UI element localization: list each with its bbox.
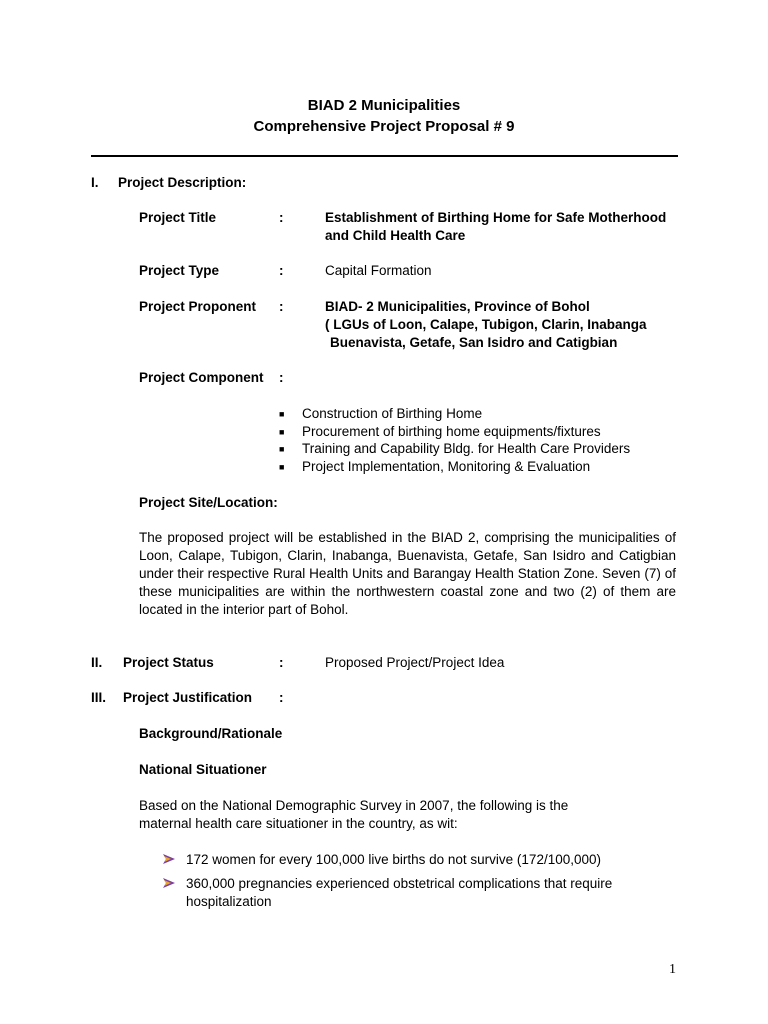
section2-colon: : (279, 655, 284, 670)
project-type-value: Capital Formation (325, 263, 432, 278)
doc-title-line1: BIAD 2 Municipalities (307, 97, 461, 114)
section2-heading: Project Status (123, 655, 214, 670)
component-item: Training and Capability Bldg. for Health Care Providers (302, 441, 631, 456)
component-item: Project Implementation, Monitoring & Evaluation (302, 459, 591, 474)
section2-value: Proposed Project/Project Idea (325, 655, 505, 670)
section3-colon: : (279, 690, 284, 705)
section1-numeral: I. (91, 175, 99, 190)
project-site-label: Project Site/Location: (139, 495, 278, 510)
section2-numeral: II. (91, 655, 103, 670)
section1-heading: Project Description: (118, 175, 247, 190)
section3-heading: Project Justification (123, 690, 253, 705)
square-bullet-icon: ■ (279, 444, 285, 454)
project-title-label: Project Title (139, 210, 217, 225)
project-title-colon: : (279, 210, 284, 225)
square-bullet-icon: ■ (279, 427, 285, 437)
title-divider (91, 155, 678, 157)
square-bullet-icon: ■ (279, 462, 285, 472)
project-proponent-label: Project Proponent (139, 299, 257, 314)
section3-numeral: III. (91, 690, 107, 705)
stat-item-line1: 360,000 pregnancies experienced obstetrical complications that require (186, 876, 613, 891)
project-type-colon: : (279, 263, 284, 278)
national-situationer-heading: National Situationer (139, 762, 267, 777)
doc-title-line2: Comprehensive Project Proposal # 9 (253, 118, 515, 135)
project-title-value-line1: Establishment of Birthing Home for Safe Motherhood (325, 210, 667, 225)
project-proponent-line3: Buenavista, Getafe, San Isidro and Catigbian (330, 335, 618, 350)
square-bullet-icon: ■ (279, 409, 285, 419)
project-component-label: Project Component (139, 370, 264, 385)
situationer-intro-line1: Based on the National Demographic Survey in 2007, the following is the (139, 798, 569, 813)
component-item: Construction of Birthing Home (302, 406, 483, 421)
arrow-bullet-icon (162, 853, 176, 865)
component-item: Procurement of birthing home equipments/fixtures (302, 424, 601, 439)
project-type-label: Project Type (139, 263, 220, 278)
stat-item-line1: 172 women for every 100,000 live births do not survive (172/100,000) (186, 852, 601, 867)
project-proponent-colon: : (279, 299, 284, 314)
project-proponent-line2: ( LGUs of Loon, Calape, Tubigon, Clarin, Inabanga (325, 317, 647, 332)
situationer-intro-line2: maternal health care situationer in the country, as wit: (139, 816, 458, 831)
background-heading: Background/Rationale (139, 726, 283, 741)
project-title-value-line2: and Child Health Care (325, 228, 466, 243)
project-site-paragraph: The proposed project will be established in the BIAD 2, comprising the municipalities of Loon, Calape, Tubigon, Clarin, Inabanga, Buenavista, Getafe, San Isidro and Catigbian under their respective Rural Health Units and Barangay Health Station Zone. Seven (7) of these municipalities are within the northwestern coastal zone and two (2) of them are located in the interior part of Bohol. (139, 530, 676, 617)
arrow-bullet-icon (162, 877, 176, 889)
stat-item-line2: hospitalization (186, 894, 272, 909)
project-component-colon: : (279, 370, 284, 385)
page-number: 1 (669, 962, 676, 977)
project-proponent-line1: BIAD- 2 Municipalities, Province of Bohol (325, 299, 590, 314)
